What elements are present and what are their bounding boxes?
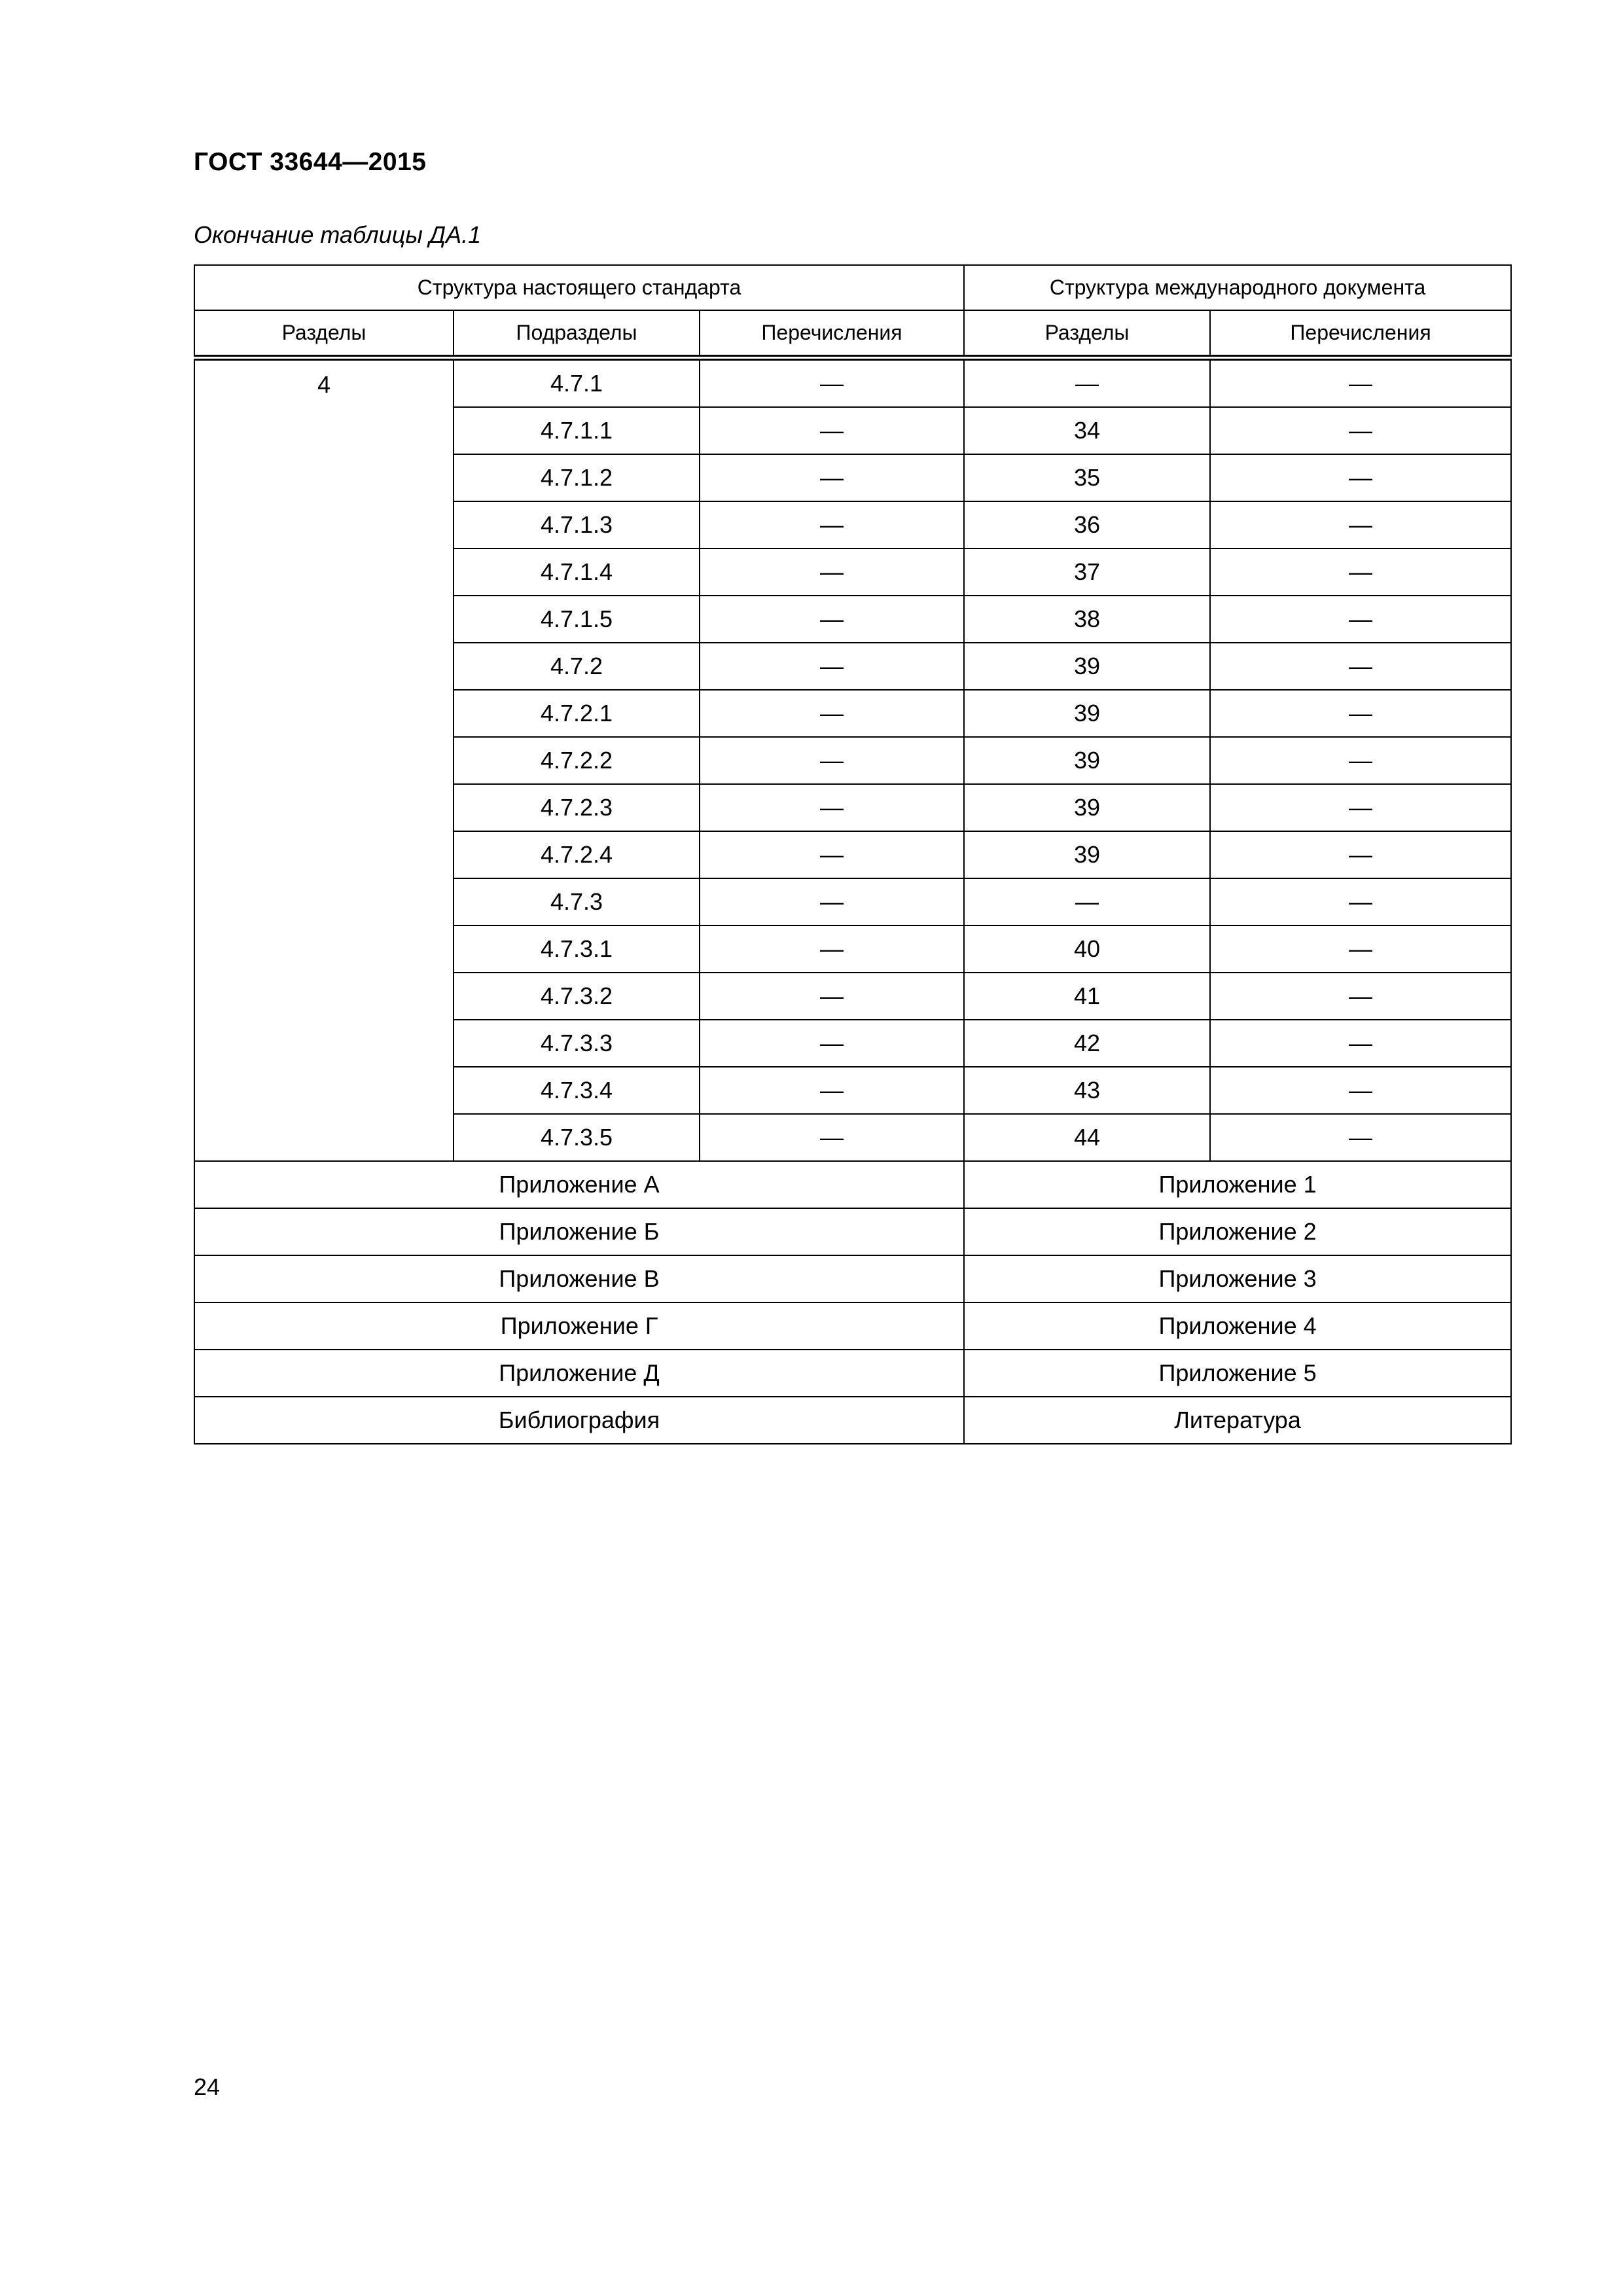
intl-enumeration-cell: — [1210,596,1511,643]
intl-section-cell: 43 [964,1067,1210,1114]
intl-section-cell: 35 [964,454,1210,501]
appendix-row [194,1350,1511,1397]
appendix-international-cell: Приложение 2 [964,1208,1511,1255]
subsection-cell: 4.7.2.1 [454,690,700,737]
enumeration-cell: — [700,831,964,878]
table-row [194,358,1511,408]
subsection-cell: 4.7.3.1 [454,925,700,973]
subsection-cell: 4.7.3.2 [454,973,700,1020]
appendix-row [194,1208,1511,1255]
subsection-cell: 4.7.1.5 [454,596,700,643]
subsection-cell: 4.7.1.3 [454,501,700,548]
intl-enumeration-cell: — [1210,690,1511,737]
enumeration-cell: — [700,973,964,1020]
intl-section-cell: 39 [964,831,1210,878]
appendix-row [194,1397,1511,1444]
column-header: Разделы [964,310,1210,358]
structure-table [194,264,1512,1444]
appendix-standard-cell: Приложение Д [194,1350,964,1397]
intl-enumeration-cell: — [1210,1114,1511,1161]
enumeration-cell: — [700,596,964,643]
subsection-cell: 4.7.2.3 [454,784,700,831]
group-header-standard: Структура настоящего стандарта [194,265,964,310]
document-header: ГОСТ 33644—2015 [194,148,427,176]
intl-section-cell: 41 [964,973,1210,1020]
enumeration-cell: — [700,501,964,548]
appendix-row [194,1161,1511,1208]
appendix-international-cell: Приложение 4 [964,1302,1511,1350]
enumeration-cell: — [700,1067,964,1114]
subsection-cell: 4.7.1.2 [454,454,700,501]
appendix-international-cell: Литература [964,1397,1511,1444]
group-header-international: Структура международного документа [964,265,1511,310]
intl-section-cell: 39 [964,737,1210,784]
intl-section-cell: 40 [964,925,1210,973]
appendix-international-cell: Приложение 1 [964,1161,1511,1208]
subsection-cell: 4.7.2.4 [454,831,700,878]
intl-enumeration-cell: — [1210,407,1511,454]
enumeration-cell: — [700,737,964,784]
intl-enumeration-cell: — [1210,1020,1511,1067]
intl-enumeration-cell: — [1210,831,1511,878]
appendix-row [194,1302,1511,1350]
intl-section-cell: 44 [964,1114,1210,1161]
enumeration-cell: — [700,454,964,501]
appendix-standard-cell: Приложение Б [194,1208,964,1255]
intl-section-cell: 42 [964,1020,1210,1067]
subsection-cell: 4.7.3.5 [454,1114,700,1161]
intl-section-cell: 36 [964,501,1210,548]
column-header: Подразделы [454,310,700,358]
intl-enumeration-cell: — [1210,737,1511,784]
enumeration-cell: — [700,407,964,454]
appendix-international-cell: Приложение 3 [964,1255,1511,1302]
enumeration-cell: — [700,925,964,973]
enumeration-cell: — [700,358,964,408]
enumeration-cell: — [700,690,964,737]
group-header-row [194,265,1511,310]
intl-section-cell: 34 [964,407,1210,454]
intl-enumeration-cell: — [1210,878,1511,925]
intl-enumeration-cell: — [1210,973,1511,1020]
subsection-cell: 4.7.3 [454,878,700,925]
enumeration-cell: — [700,1020,964,1067]
intl-section-cell: 39 [964,784,1210,831]
column-header: Перечисления [1210,310,1511,358]
appendix-standard-cell: Приложение А [194,1161,964,1208]
intl-section-cell: 37 [964,548,1210,596]
subsection-cell: 4.7.2.2 [454,737,700,784]
column-header: Разделы [194,310,454,358]
column-header-row [194,310,1511,358]
table-caption: Окончание таблицы ДА.1 [194,221,482,248]
intl-enumeration-cell: — [1210,925,1511,973]
enumeration-cell: — [700,1114,964,1161]
enumeration-cell: — [700,878,964,925]
subsection-cell: 4.7.1.4 [454,548,700,596]
intl-enumeration-cell: — [1210,501,1511,548]
intl-enumeration-cell: — [1210,548,1511,596]
intl-section-cell: — [964,878,1210,925]
intl-enumeration-cell: — [1210,358,1511,408]
subsection-cell: 4.7.2 [454,643,700,690]
intl-section-cell: 38 [964,596,1210,643]
appendix-international-cell: Приложение 5 [964,1350,1511,1397]
appendix-standard-cell: Приложение В [194,1255,964,1302]
enumeration-cell: — [700,548,964,596]
intl-section-cell: 39 [964,643,1210,690]
enumeration-cell: — [700,643,964,690]
section-number-cell: 4 [194,358,454,1162]
subsection-cell: 4.7.3.3 [454,1020,700,1067]
intl-enumeration-cell: — [1210,1067,1511,1114]
column-header: Перечисления [700,310,964,358]
intl-section-cell: 39 [964,690,1210,737]
page-number: 24 [194,2073,221,2100]
subsection-cell: 4.7.1 [454,358,700,408]
intl-enumeration-cell: — [1210,454,1511,501]
appendix-standard-cell: Приложение Г [194,1302,964,1350]
subsection-cell: 4.7.3.4 [454,1067,700,1114]
subsection-cell: 4.7.1.1 [454,407,700,454]
enumeration-cell: — [700,784,964,831]
appendix-row [194,1255,1511,1302]
intl-enumeration-cell: — [1210,643,1511,690]
intl-section-cell: — [964,358,1210,408]
appendix-standard-cell: Библиография [194,1397,964,1444]
intl-enumeration-cell: — [1210,784,1511,831]
